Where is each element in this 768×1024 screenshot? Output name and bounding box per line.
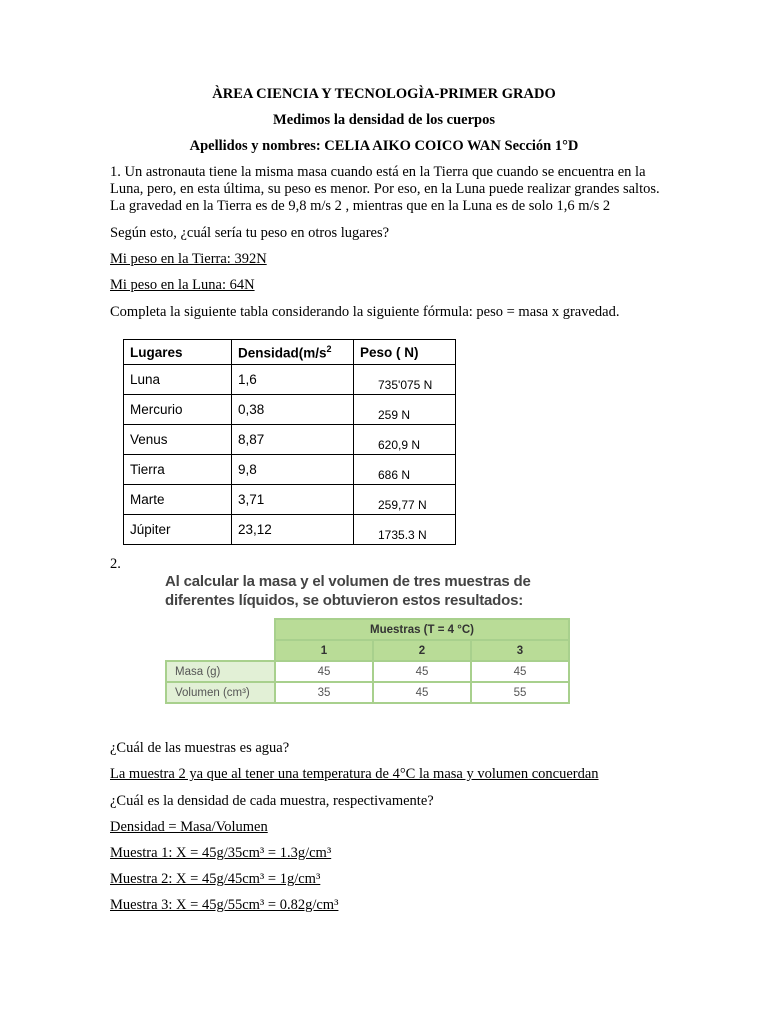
table-header-row: [124, 340, 456, 365]
samples-figure: [165, 572, 575, 702]
col-header-peso: Peso ( N): [354, 340, 456, 365]
cell-lugar: Venus: [124, 425, 232, 455]
q2-question-2: ¿Cuál es la densidad de cada muestra, respectivamente?: [110, 793, 434, 809]
q1-paragraph-line-3: La gravedad en la Tierra es de 9,8 m/s 2 , mientras que en la Luna es de solo 1,6 m/s 2: [110, 198, 611, 214]
table-row: [124, 515, 456, 545]
cell-densidad: 1,6: [232, 365, 354, 395]
samples-group-header: Muestras (T = 4 °C): [275, 619, 569, 640]
cell-lugar: Mercurio: [124, 395, 232, 425]
cell-densidad: 9,8: [232, 455, 354, 485]
cell-densidad: 23,12: [232, 515, 354, 545]
table-row: [124, 455, 456, 485]
samples-table: [165, 618, 570, 704]
cell-value: 45: [275, 661, 373, 682]
cell-lugar: Júpiter: [124, 515, 232, 545]
cell-peso: 1735.3 N: [354, 515, 456, 545]
q1-instruction: Completa la siguiente tabla considerando la siguiente fórmula: peso = masa x gravedad.: [110, 304, 620, 320]
table-row: [124, 485, 456, 515]
cell-peso: 259,77 N: [354, 485, 456, 515]
q2-answer-1: La muestra 2 ya que al tener una temperatura de 4°C la masa y volumen concuerdan: [110, 766, 599, 782]
cell-value: 55: [471, 682, 569, 703]
cell-value: 45: [373, 682, 471, 703]
weights-table: [123, 339, 456, 545]
doc-title: ÀREA CIENCIA Y TECNOLOGÌA-PRIMER GRADO: [212, 86, 556, 102]
cell-lugar: Luna: [124, 365, 232, 395]
figure-text-line-1: Al calcular la masa y el volumen de tres muestras de: [165, 573, 531, 590]
cell-densidad: 3,71: [232, 485, 354, 515]
sample-col-3: 3: [471, 640, 569, 661]
sample-2-density: Muestra 2: X = 45g/45cm³ = 1g/cm³: [110, 871, 321, 887]
q2-question-1: ¿Cuál de las muestras es agua?: [110, 740, 290, 756]
cell-densidad: 8,87: [232, 425, 354, 455]
col-header-lugares: Lugares: [124, 340, 232, 365]
moon-weight-answer: Mi peso en la Luna: 64N: [110, 277, 255, 293]
density-formula: Densidad = Masa/Volumen: [110, 819, 268, 835]
doc-subtitle: Medimos la densidad de los cuerpos: [273, 112, 495, 128]
cell-peso: 259 N: [354, 395, 456, 425]
table-row: [124, 395, 456, 425]
table-row: [124, 425, 456, 455]
row-label-volumen: Volumen (cm³): [166, 682, 275, 703]
sample-3-density: Muestra 3: X = 45g/55cm³ = 0.82g/cm³: [110, 897, 339, 913]
sample-col-2: 2: [373, 640, 471, 661]
sample-1-density: Muestra 1: X = 45g/35cm³ = 1.3g/cm³: [110, 845, 332, 861]
table-row: [166, 661, 569, 682]
cell-peso: 686 N: [354, 455, 456, 485]
q1-paragraph-line-1: 1. Un astronauta tiene la misma masa cuando está en la Tierra que cuando se encuentra en la: [110, 164, 646, 180]
cell-densidad: 0,38: [232, 395, 354, 425]
table-row: [166, 682, 569, 703]
row-label-masa: Masa (g): [166, 661, 275, 682]
earth-weight-answer: Mi peso en la Tierra: 392N: [110, 251, 267, 267]
cell-peso: 620,9 N: [354, 425, 456, 455]
col-header-densidad: $Densidad(m/s^2$: [232, 340, 354, 365]
cell-value: 35: [275, 682, 373, 703]
cell-value: 45: [373, 661, 471, 682]
cell-lugar: Marte: [124, 485, 232, 515]
cell-value: 45: [471, 661, 569, 682]
cell-lugar: Tierra: [124, 455, 232, 485]
student-info: Apellidos y nombres: CELIA AIKO COICO WAN Sección 1°D: [189, 138, 579, 154]
q1-paragraph-line-2: Luna, pero, en esta última, su peso es menor. Por eso, en la Luna puede realizar grandes saltos.: [110, 181, 660, 197]
cell-peso: 735'075 N: [354, 365, 456, 395]
q2-number: 2.: [110, 556, 121, 572]
sample-col-1: 1: [275, 640, 373, 661]
q1-question: Según esto, ¿cuál sería tu peso en otros lugares?: [110, 225, 390, 241]
figure-text-line-2: diferentes líquidos, se obtuvieron estos resultados:: [165, 592, 524, 609]
table-row: [124, 365, 456, 395]
